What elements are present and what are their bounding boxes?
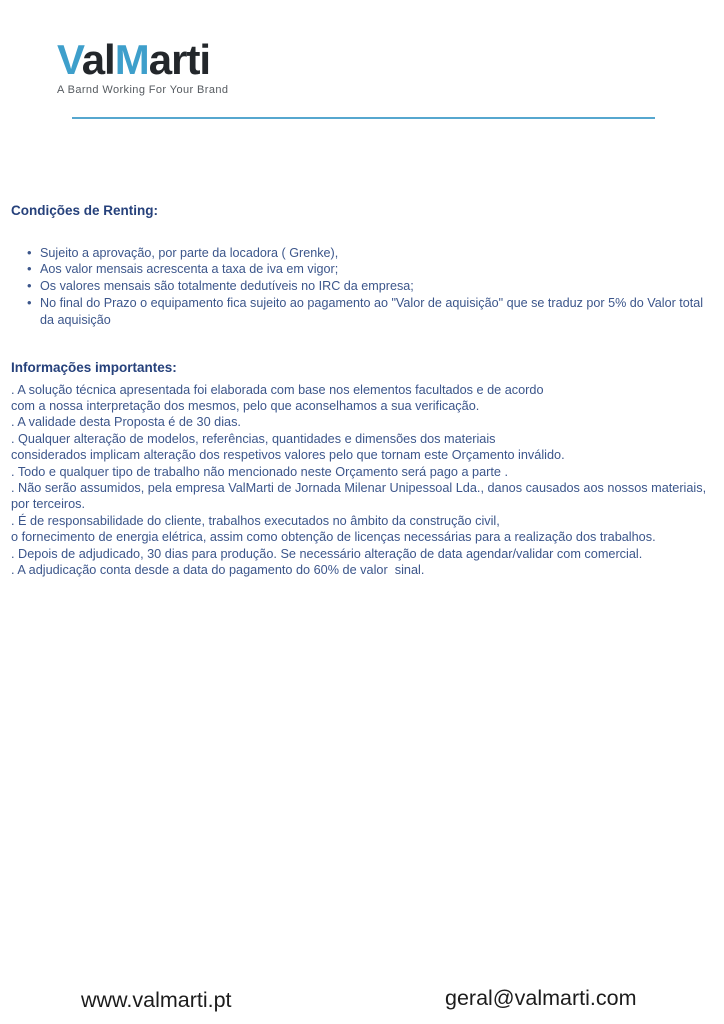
email-link[interactable]: geral@valmarti.com [445,986,637,1010]
important-info-heading: Informações importantes: [11,360,177,375]
important-info-line: . A adjudicação conta desde a data do pagamento do 60% de valor sinal. [11,563,425,578]
header-divider-line [72,117,655,119]
important-info-line: . É de responsabilidade do cliente, trabalhos executados no âmbito da construção civil, [11,513,500,528]
logo [57,36,228,96]
important-info-line: . Depois de adjudicado, 30 dias para produção. Se necessário alteração de data agendar/validar com comercial. [11,546,643,561]
important-info-line: o fornecimento de energia elétrica, assim como obtenção de licenças necessárias para a realização dos trabalhos. [11,530,656,545]
website-link[interactable]: www.valmarti.pt [81,988,232,1012]
important-info-line: . A solução técnica apresentada foi elaborada com base nos elementos facultados e de acordo [11,382,544,397]
logo-letter-m: M [114,36,149,83]
logo-wordmark [57,36,228,83]
important-info-line: considerados implicam alteração dos respetivos valores pelo que tornam este Orçamento inválido. [11,448,565,463]
renting-bullet-item: • Os valores mensais são totalmente dedutíveis no IRC da empresa; [40,278,714,295]
logo-letters-al: al [81,36,115,83]
important-info-lines [11,382,718,579]
section-important-info [11,359,718,578]
logo-letters-arti: arti [148,36,211,83]
renting-bullet-list [11,245,714,329]
important-info-line: . Qualquer alteração de modelos, referências, quantidades e dimensões dos materiais [11,431,496,446]
renting-bullet-item: • No final do Prazo o equipamento fica sujeito ao pagamento ao "Valor de aquisição" que se traduz por 5% do Valor total da aquisição [40,295,714,329]
important-info-line: . A validade desta Proposta é de 30 dias. [11,415,241,430]
renting-bullet-item: • Sujeito a aprovação, por parte da locadora ( Grenke), [40,245,714,262]
logo-letter-v: V [57,36,82,83]
renting-conditions-heading: Condições de Renting: [11,203,159,218]
renting-bullet-item: • Aos valor mensais acrescenta a taxa de iva em vigor; [40,261,714,278]
section-renting-conditions [11,202,714,329]
important-info-line: . Todo e qualquer tipo de trabalho não mencionado neste Orçamento será pago a parte . [11,464,509,479]
logo-tagline: A Barnd Working For Your Brand [57,84,229,97]
important-info-line: . Não serão assumidos, pela empresa ValMarti de Jornada Milenar Unipessoal Lda., danos causados aos nossos materiais, [11,480,707,495]
important-info-line: com a nossa interpretação dos mesmos, pelo que aconselhamos a sua verificação. [11,398,480,413]
important-info-line: por terceiros. [11,497,86,512]
